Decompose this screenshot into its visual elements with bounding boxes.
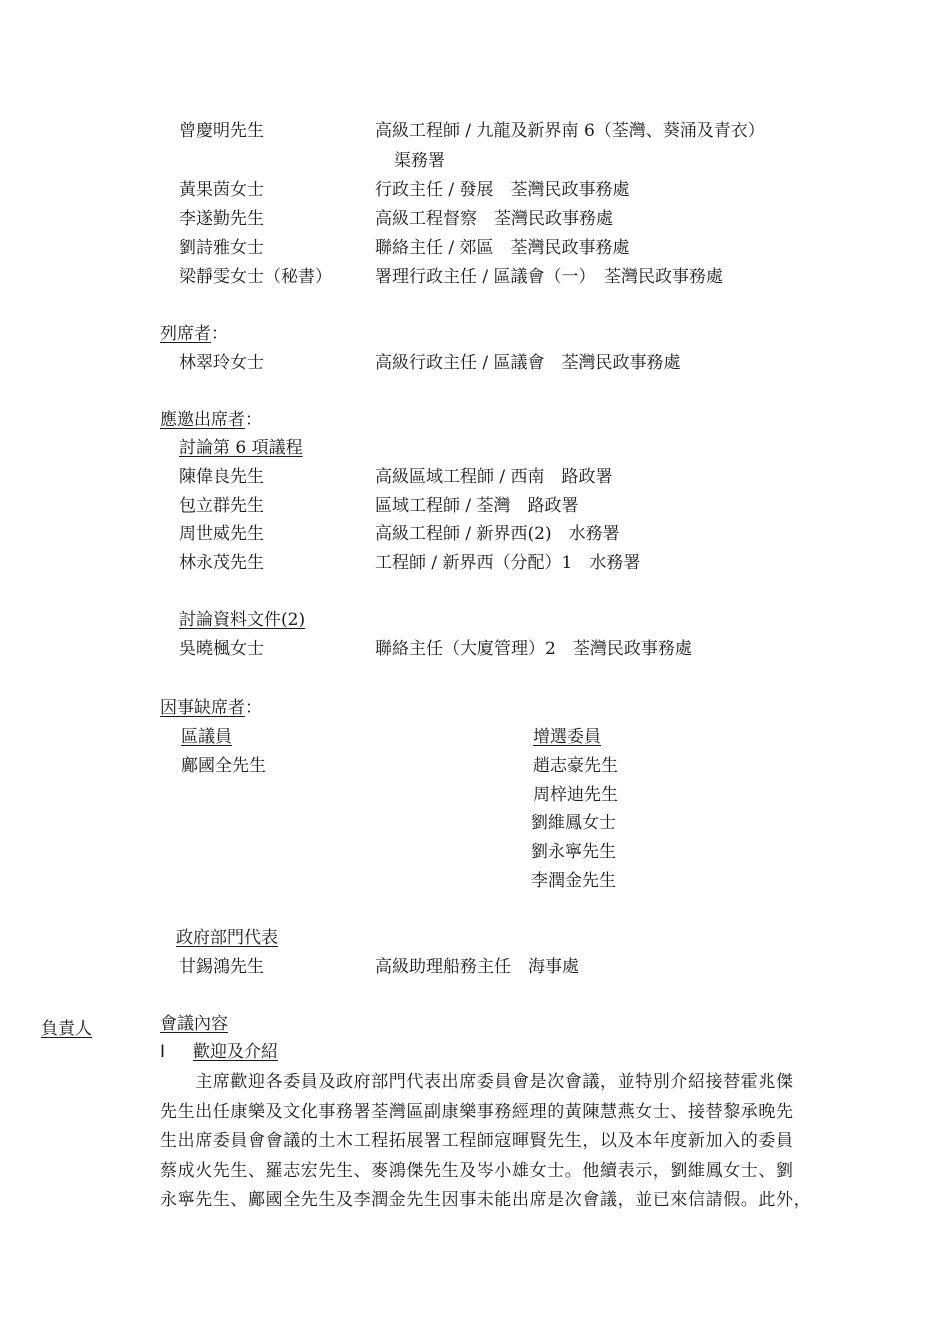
- attendee-title: 署理行政主任 / 區議會（一） 荃灣民政事務處: [375, 267, 724, 287]
- attendee-title: 高級助理船務主任 海事處: [375, 957, 579, 977]
- responsible-label: 負責人: [41, 1019, 92, 1039]
- paper-item-label: 討論資料文件(2): [179, 610, 306, 630]
- absent-member: 李潤金先生: [531, 871, 616, 891]
- attendee-title: 工程師 / 新界西（分配）1 水務署: [375, 553, 641, 573]
- attendee-title: 高級區域工程師 / 西南 路政署: [375, 467, 613, 487]
- agenda-item-label: 討論第 6 項議程: [179, 438, 303, 458]
- paragraph-line: 先生出任康樂及文化事務署荃灣區副康樂事務經理的黃陳慧燕女士、接替黎承晚先: [160, 1101, 794, 1122]
- absent-member: 劉維鳳女士: [531, 813, 616, 833]
- absent-member: 周梓迪先生: [533, 785, 618, 805]
- attendee-title: 高級工程師 / 九龍及新界南 6（荃灣、葵涌及青衣）: [375, 121, 765, 141]
- absent-member: 鄺國全先生: [181, 756, 266, 776]
- absent-member: 趙志豪先生: [533, 756, 618, 776]
- attendee-name: 陳偉良先生: [179, 467, 264, 487]
- attendee-title: 聯絡主任 / 郊區 荃灣民政事務處: [375, 238, 630, 258]
- gov-rep-label: 政府部門代表: [176, 928, 278, 948]
- attendee-title: 高級工程督察 荃灣民政事務處: [375, 209, 613, 229]
- attendee-name: 吳曉楓女士: [179, 639, 264, 659]
- paragraph-line: 永寧先生、鄺國全先生及李潤金先生因事未能出席是次會議，並已來信請假。此外，: [160, 1190, 812, 1210]
- in-attendance-heading: 列席者：: [160, 324, 228, 344]
- paragraph-line: 生出席委員會會議的土木工程拓展署工程師寇暉賢先生，以及本年度新加入的委員: [160, 1131, 794, 1151]
- attendee-name: 梁靜雯女士（秘書）: [179, 267, 332, 287]
- minutes-heading: 會議內容: [160, 1014, 228, 1034]
- attendee-name: 甘錫鴻先生: [179, 957, 264, 977]
- absent-col1-label: 區議員: [181, 727, 232, 747]
- section-number: I: [160, 1042, 166, 1062]
- attendee-name: 林永茂先生: [179, 553, 264, 573]
- attendee-title: 高級行政主任 / 區議會 荃灣民政事務處: [375, 353, 681, 373]
- absent-col2-label: 增選委員: [533, 727, 601, 747]
- attendee-name: 林翠玲女士: [179, 353, 264, 373]
- invited-heading: 應邀出席者：: [160, 410, 262, 430]
- absent-heading: 因事缺席者：: [160, 698, 262, 718]
- attendee-name: 黃果茵女士: [179, 180, 264, 200]
- attendee-name: 李遂勤先生: [179, 209, 264, 229]
- minutes-paragraph: [160, 1068, 875, 1216]
- attendee-title: 區域工程師 / 荃灣 路政署: [375, 496, 579, 516]
- paragraph-line: 蔡成火先生、羅志宏先生、麥鴻傑先生及岑小雄女士。他續表示，劉維鳳女士、劉: [160, 1160, 794, 1181]
- section-title: 歡迎及介紹: [193, 1042, 278, 1062]
- paragraph-line: 主席歡迎各委員及政府部門代表出席委員會是次會議，並特別介紹接替霍兆傑: [160, 1072, 794, 1092]
- attendee-title: 聯絡主任（大廈管理）2 荃灣民政事務處: [375, 639, 692, 659]
- attendee-name: 周世威先生: [179, 524, 264, 544]
- attendee-dept: 渠務署: [394, 151, 445, 171]
- attendee-name: 劉詩雅女士: [179, 238, 264, 258]
- attendee-title: 高級工程師 / 新界西(2) 水務署: [375, 524, 620, 544]
- absent-member: 劉永寧先生: [531, 842, 616, 862]
- attendee-name: 包立群先生: [179, 496, 264, 516]
- attendee-name: 曾慶明先生: [179, 121, 264, 141]
- attendee-title: 行政主任 / 發展 荃灣民政事務處: [375, 180, 630, 200]
